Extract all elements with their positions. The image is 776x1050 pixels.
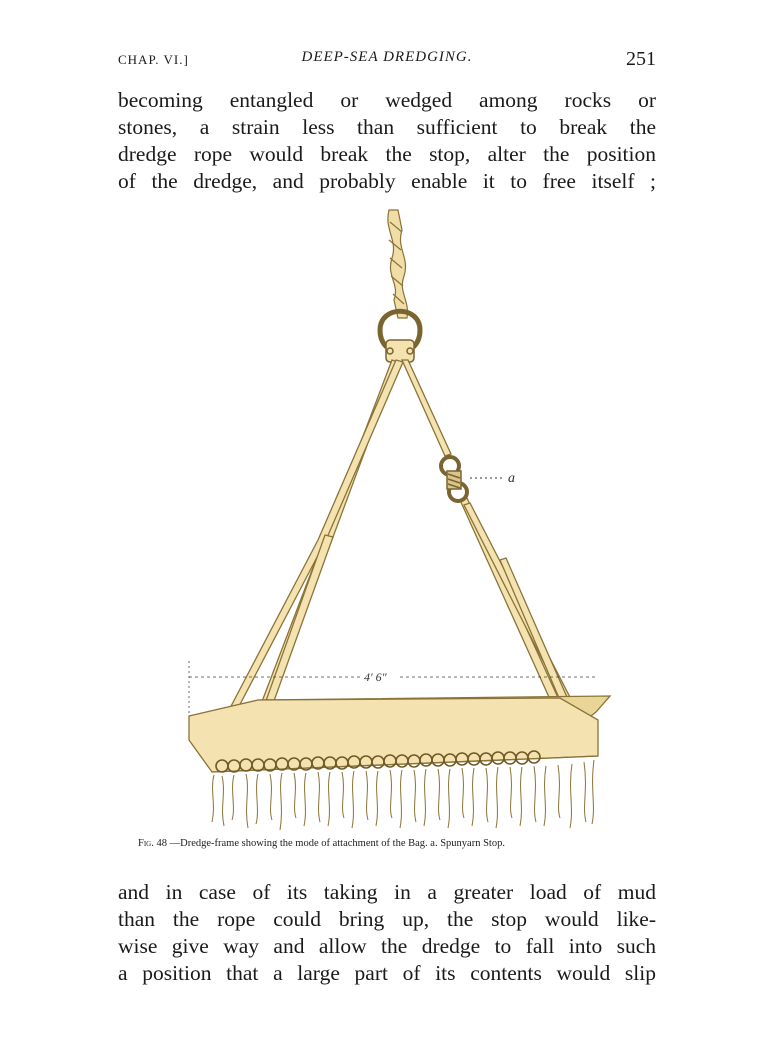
text-line: becoming entangled or wedged among rocks or [118, 88, 656, 112]
caption-key: a. Spunyarn Stop. [430, 838, 505, 849]
paragraph-bottom [118, 879, 656, 987]
frame-body [189, 696, 610, 772]
label-a: a [508, 471, 515, 486]
text-line: than the rope could bring up, the stop would like- [118, 907, 656, 931]
figure-caption [138, 838, 638, 849]
chapter-label: CHAP. VI.] [118, 52, 189, 67]
caption-number: Fig. 48 [138, 838, 167, 849]
page-number: 251 [626, 48, 656, 70]
text-line: dredge rope would break the stop, alter the position [118, 142, 656, 166]
rope [388, 210, 408, 318]
text-line: stones, a strain less than sufficient to break the [118, 115, 656, 139]
frame-arms [228, 360, 592, 747]
text-line: and in case of its taking in a greater load of mud [118, 880, 656, 904]
text-line: a position that a large part of its contents would slip [118, 961, 656, 985]
shackle [380, 311, 420, 362]
caption-text: —Dredge-frame showing the mode of attachment of the Bag. [169, 838, 428, 849]
text-line: wise give way and allow the dredge to fall into such [118, 934, 656, 958]
dimension-label: 4′ 6″ [364, 670, 387, 684]
running-title: DEEP-SEA DREDGING. [301, 49, 473, 65]
text-line: of the dredge, and probably enable it to free itself ; [118, 169, 656, 193]
spunyarn-stop [441, 457, 467, 501]
